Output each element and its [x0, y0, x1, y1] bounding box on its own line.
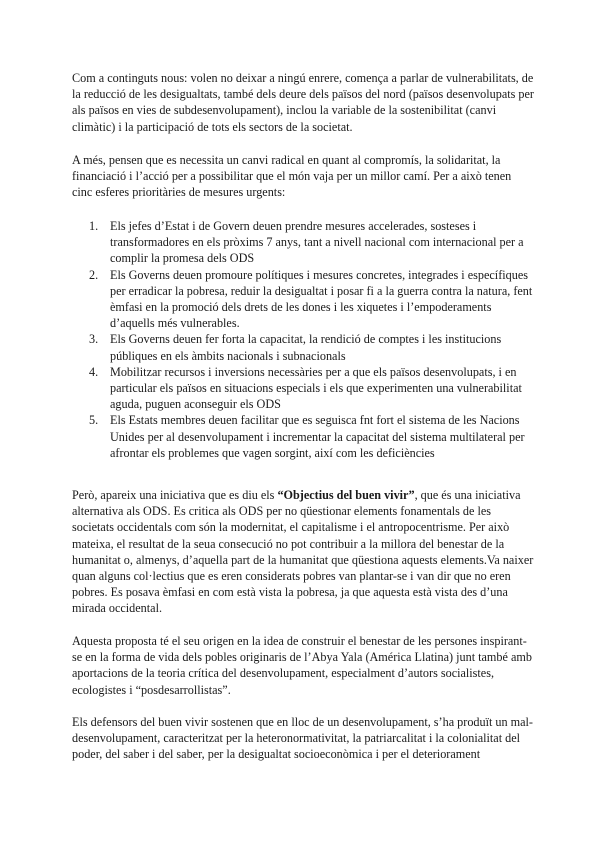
list-item-number: 2. [89, 267, 99, 282]
list-item [72, 331, 534, 363]
list-item-text: Els Governs deuen promoure polítiques i mesures concretes, integrades i específiques per erradicar la pobresa, reduir la desigualtat i posar fi a la guerra contra la natura, fent èmfasi en la promoció dels drets de les dones i les xiquetes i l’empoderaments d’aquells més vulnerables. [110, 267, 533, 331]
list-item [72, 364, 534, 413]
list-item-number: 1. [89, 219, 99, 233]
paragraph-text: Però, apareix una iniciativa que es diu els [72, 488, 278, 502]
list-item-number: 5. [89, 413, 99, 428]
paragraph-origin: Aquesta proposta té el seu origen en la idea de construir el benestar de les persones inspirant-se en la forma de vida dels pobles originaris de l’Abya Yala (América Llatina) junt també amb aportacions de la teoria crítica del desenvolupament, especialment d’autors socialistes, ecologistes i “posdesarrollistas”. [72, 634, 532, 697]
list-item-text: Els Governs deuen fer forta la capacitat, la rendició de comptes i les institucions públiques en els àmbits nacionals i subnacionals [110, 332, 502, 363]
paragraph-defenders: Els defensors del buen vivir sostenen que en lloc de un desenvolupament, s’ha produït un mal-desenvolupament, caracteritzat per la heteronormativitat, la patriarcalitat i la colonialitat del poder, del saber i del saber, per la desigualtat socioeconòmica i per el deteriorament [72, 715, 533, 762]
list-item [72, 218, 534, 267]
paragraph-contents: Com a continguts nous: volen no deixar a ningú enrere, comença a parlar de vulnerabilitats, de la reducció de les desigualtats, també dels deure dels països del nord (països desenvolupats per als països en vies de subdesenvolupament), inclou la variable de la sostenibilitat (canvi climàtic) i la participació de tots els sectors de la societat. [72, 71, 534, 134]
list-item-text: Mobilitzar recursos i inversions necessàries per a que els països desenvolupats, i en particular els països en situacions especials i els que experimenten una vulnerabilitat aguda, puguen aconseguir els ODS [110, 364, 522, 412]
paragraph-radical-change: A més, pensen que es necessita un canvi radical en quant al compromís, la solidaritat, la financiació i l’acció per a possibilitar que el món vaja per un millor camí. Per a això tenen cinc esferes prioritàries de mesures urgents: [72, 153, 512, 200]
buen-vivir-term: “Objectius del buen vivir” [277, 488, 415, 502]
priority-measures-list [72, 218, 534, 461]
list-item-number: 4. [89, 364, 99, 379]
list-item-text: Els Estats membres deuen facilitar que es seguisca fnt fort el sistema de les Nacions Unides per al desenvolupament i incrementar la capacitat del sistema multilateral per afrontar els problemes que vagen sorgint, així com les deficiències [110, 413, 525, 460]
list-item-number: 3. [89, 332, 99, 347]
paragraph-text: , que és una iniciativa alternativa als ODS. Es critica als ODS per no qüestionar elements fonamentals de les societats occidentals com són la modernitat, el capitalisme i el antropocentrisme. Per això mateixa, el resultat de la seua consecució no pot contribuir a la millora del benestar de la humanitat o, almenys, d’aquella part de la humanitat que qüestiona aquests elements.Va naixer quan alguns col·lectius que es eren considerats pobres van plantar-se i van dir que no eren pobres. Es posava èmfasi en com està vista la pobresa, ja que aquesta està vista des d’una mirada occidental. [72, 488, 534, 616]
list-item [72, 412, 534, 461]
list-item-text: Els jefes d’Estat i de Govern deuen prendre mesures accelerades, sosteses i transformadores en els pròxims 7 anys, tant a nivell nacional com internacional per a complir la promesa dels ODS [110, 219, 524, 266]
paragraph-buen-vivir [72, 487, 534, 617]
list-item [72, 267, 534, 332]
